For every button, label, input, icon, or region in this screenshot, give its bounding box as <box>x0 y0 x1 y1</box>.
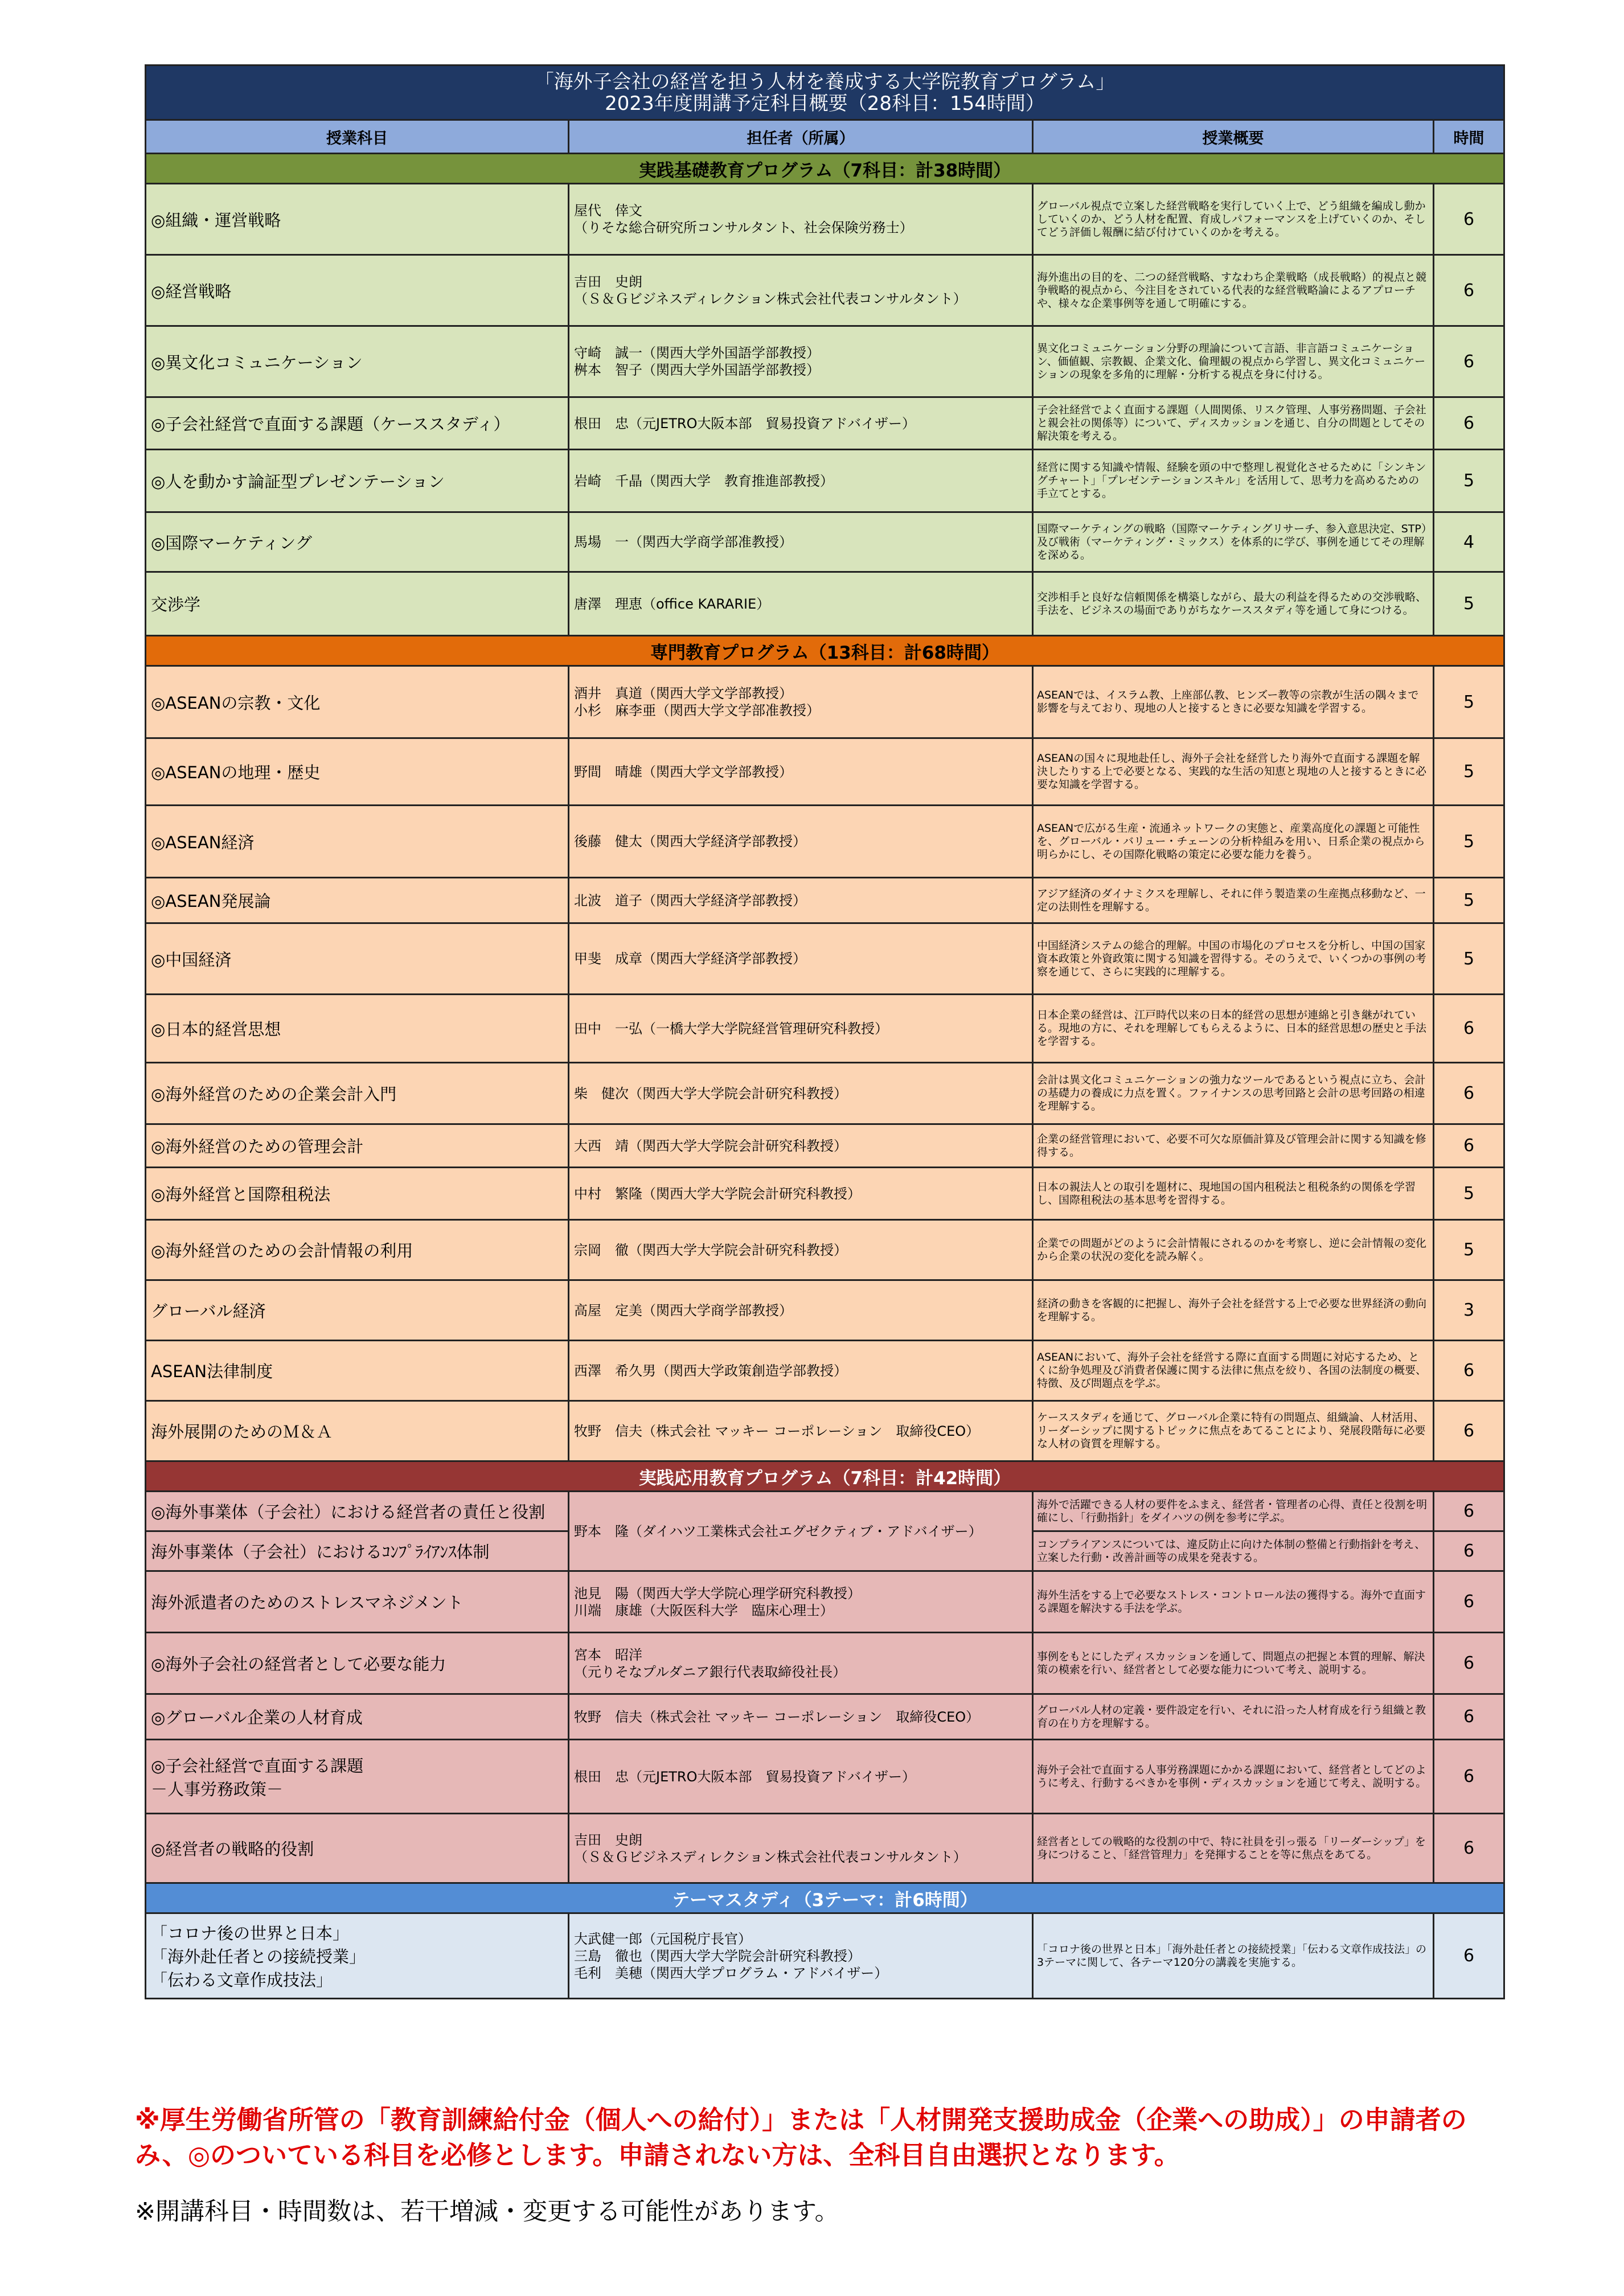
course-row <box>146 1492 1504 1531</box>
course-row <box>146 666 1504 738</box>
course-hours: 3 <box>1434 1280 1504 1341</box>
course-teacher: 根田 忠（元JETRO大阪本部 貿易投資アドバイザー） <box>569 397 1033 450</box>
course-subject: ◎海外経営のための会計情報の利用 <box>146 1220 569 1280</box>
course-hours: 6 <box>1434 1571 1504 1633</box>
course-summary: 企業での問題がどのように会計情報にされるのかを考察し、逆に会計情報の変化から企業の状況の変化を読み解く。 <box>1033 1220 1434 1280</box>
course-summary: 海外で活躍できる人材の要件をふまえ、経営者・管理者の心得、責任と役割を明確にし、「行動指針」をダイハツの例を参考に学ぶ。 <box>1033 1492 1434 1531</box>
course-hours: 5 <box>1434 738 1504 806</box>
course-subject: 海外事業体（子会社）におけるｺﾝﾌﾟﾗｲｱﾝｽ体制 <box>146 1531 569 1571</box>
course-teacher: 中村 繁隆（関西大学大学院会計研究科教授） <box>569 1168 1033 1220</box>
course-table-container <box>145 64 1503 1999</box>
course-row <box>146 1814 1504 1883</box>
course-summary: 中国経済システムの総合的理解。中国の市場化のプロセスを分析し、中国の国家資本政策と外資政策に関する知識を習得する。そのうえで、いくつかの事例の考察を通じて、さらに実践的に理解する。 <box>1033 923 1434 995</box>
course-teacher: 高屋 定美（関西大学商学部教授） <box>569 1280 1033 1341</box>
course-row <box>146 1633 1504 1694</box>
course-teacher: 大武健一郎（元国税庁長官） 三島 徹也（関西大学大学院会計研究科教授） 毛利 美穂（関西大学プログラム・アドバイザー） <box>569 1913 1033 1999</box>
course-summary: コンプライアンスについては、違反防止に向けた体制の整備と行動指針を考え、立案した行動・改善計画等の成果を発表する。 <box>1033 1531 1434 1571</box>
course-row <box>146 1401 1504 1461</box>
course-hours: 6 <box>1434 1814 1504 1883</box>
course-teacher: 唐澤 理恵（office KARARIE） <box>569 572 1033 636</box>
course-hours: 6 <box>1434 326 1504 397</box>
course-row <box>146 878 1504 923</box>
course-row <box>146 1220 1504 1280</box>
course-row <box>146 1280 1504 1341</box>
course-row <box>146 806 1504 878</box>
course-teacher: 後藤 健太（関西大学経済学部教授） <box>569 806 1033 878</box>
course-hours: 5 <box>1434 1220 1504 1280</box>
course-summary: 「コロナ後の世界と日本」「海外赴任者との接続授業」「伝わる文章作成技法」の3テーマに関して、各テーマ120分の講義を実施する。 <box>1033 1913 1434 1999</box>
course-summary: 経営者としての戦略的な役割の中で、特に社員を引っ張る「リーダーシップ」を身につけること、「経営管理力」を発揮することを等に焦点をあてる。 <box>1033 1814 1434 1883</box>
course-summary: 日本の親法人との取引を題材に、現地国の国内租税法と租税条約の関係を学習し、国際租税法の基本思考を習得する。 <box>1033 1168 1434 1220</box>
course-summary: グローバル人材の定義・要件設定を行い、それに沿った人材育成を行う組織と教育の在り方を理解する。 <box>1033 1694 1434 1740</box>
course-summary: 会計は異文化コミュニケーションの強力なツールであるという視点に立ち、会計の基礎力の養成に力点を置く。ファイナンスの思考回路と会計の思考回路の相違を理解する。 <box>1033 1063 1434 1124</box>
course-teacher: 岩崎 千晶（関西大学 教育推進部教授） <box>569 450 1033 512</box>
col-header-teacher: 担任者（所属） <box>569 120 1033 154</box>
course-subject: ◎子会社経営で直面する課題（ケーススタディ） <box>146 397 569 450</box>
course-hours: 6 <box>1434 1492 1504 1531</box>
course-summary: ASEANにおいて、海外子会社を経営する際に直面する問題に対応するため、とくに紛争処理及び消費者保護に関する法律に焦点を絞り、各国の法制度の概要、特徴、及び問題点を学ぶ。 <box>1033 1341 1434 1401</box>
course-teacher: 守崎 誠一（関西大学外国語学部教授） 桝本 智子（関西大学外国語学部教授） <box>569 326 1033 397</box>
course-subject: ◎海外経営と国際租税法 <box>146 1168 569 1220</box>
course-row <box>146 1740 1504 1814</box>
course-row <box>146 255 1504 326</box>
course-hours: 5 <box>1434 1168 1504 1220</box>
course-subject: ◎子会社経営で直面する課題 －人事労務政策－ <box>146 1740 569 1814</box>
course-summary: 国際マーケティングの戦略（国際マーケティングリサーチ、参入意思決定、STP）及び戦術（マーケティング・ミックス）を体系的に学び、事例を通じてその理解を深める。 <box>1033 512 1434 572</box>
course-hours: 6 <box>1434 255 1504 326</box>
course-subject: 海外展開のためのＭ＆Ａ <box>146 1401 569 1461</box>
course-summary: ASEANの国々に現地赴任し、海外子会社を経営したり海外で直面する課題を解決したりする上で必要となる、実践的な生活の知恵と現地の人と接するときに必要な知識を学習する。 <box>1033 738 1434 806</box>
required-course-note: ※厚生労働省所管の「教育訓練給付金（個人への給付）」または「人材開発支援助成金（企業への助成）」の申請者のみ、◎のついている科目を必修とします。申請されない方は、全科目自由選択となります。 <box>135 2105 1467 2170</box>
course-hours: 5 <box>1434 450 1504 512</box>
col-header-subject: 授業科目 <box>146 120 569 154</box>
course-hours: 6 <box>1434 1401 1504 1461</box>
course-hours: 6 <box>1434 184 1504 255</box>
section-label: 実践基礎教育プログラム（7科目：計38時間） <box>146 154 1504 184</box>
course-hours: 5 <box>1434 806 1504 878</box>
course-summary: 経営に関する知識や情報、経験を頭の中で整理し視覚化させるために「シンキングチャート」「プレゼンテーションスキル」を活用して、思考力を高めるための手立てとする。 <box>1033 450 1434 512</box>
course-hours: 6 <box>1434 397 1504 450</box>
course-subject: ◎グローバル企業の人材育成 <box>146 1694 569 1740</box>
course-subject: ◎国際マーケティング <box>146 512 569 572</box>
course-row <box>146 1124 1504 1168</box>
course-summary: 子会社経営でよく直面する課題（人間関係、リスク管理、人事労務問題、子会社と親会社の関係等）について、ディスカッションを通じ、自分の問題としてその解決策を考える。 <box>1033 397 1434 450</box>
section-label: 実践応用教育プログラム（7科目：計42時間） <box>146 1461 1504 1492</box>
course-subject: ◎経営戦略 <box>146 255 569 326</box>
course-teacher: 大西 靖（関西大学大学院会計研究科教授） <box>569 1124 1033 1168</box>
course-summary: 海外生活をする上で必要なストレス・コントロール法の獲得する。海外で直面する課題を解決する手法を学ぶ。 <box>1033 1571 1434 1633</box>
course-hours: 4 <box>1434 512 1504 572</box>
course-summary: アジア経済のダイナミクスを理解し、それに伴う製造業の生産拠点移動など、一定の法則性を理解する。 <box>1033 878 1434 923</box>
course-teacher: 田中 一弘（一橋大学大学院経営管理研究科教授） <box>569 995 1033 1063</box>
table-title <box>146 65 1504 120</box>
course-row <box>146 1694 1504 1740</box>
course-subject: ◎海外事業体（子会社）における経営者の責任と役割 <box>146 1492 569 1531</box>
course-teacher: 宮本 昭洋 （元りそなプルダニア銀行代表取締役社長） <box>569 1633 1033 1694</box>
course-row <box>146 1913 1504 1999</box>
course-hours: 6 <box>1434 995 1504 1063</box>
column-header-row <box>146 120 1504 154</box>
course-teacher: 甲斐 成章（関西大学経済学部教授） <box>569 923 1033 995</box>
col-header-summary: 授業概要 <box>1033 120 1434 154</box>
course-teacher: 野本 隆（ダイハツ工業株式会社エグゼクティブ・アドバイザー） <box>569 1492 1033 1571</box>
title-line1: 「海外子会社の経営を担う人材を養成する大学院教育プログラム」 <box>534 70 1116 93</box>
course-row <box>146 397 1504 450</box>
course-teacher: 吉田 史朗 （Ｓ＆Ｇビジネスディレクション株式会社代表コンサルタント） <box>569 1814 1033 1883</box>
course-teacher: 野間 晴雄（関西大学文学部教授） <box>569 738 1033 806</box>
course-hours: 6 <box>1434 1063 1504 1124</box>
course-summary: 海外進出の目的を、二つの経営戦略、すなわち企業戦略（成長戦略）的視点と競争戦略的視点から、今注目をされている代表的な経営戦略論によるアプローチや、様々な企業事例等を通して明確にする。 <box>1033 255 1434 326</box>
course-summary: ケーススタディを通じて、グローバル企業に特有の問題点、組織論、人材活用、リーダーシップに関するトピックに焦点をあてることにより、発展段階毎に必要な人材の資質を理解する。 <box>1033 1401 1434 1461</box>
course-hours: 5 <box>1434 666 1504 738</box>
course-summary: ASEANで広がる生産・流通ネットワークの実態と、産業高度化の課題と可能性を、グローバル・バリュー・チェーンの分析枠組みを用い、日系企業の視点から明らかにし、その国際化戦略の策定に必要な能力を養う。 <box>1033 806 1434 878</box>
course-table <box>145 64 1505 1999</box>
title-line2: 2023年度開講予定科目概要（28科目：154時間） <box>605 92 1045 115</box>
course-subject: ◎日本的経営思想 <box>146 995 569 1063</box>
section-header-practical-applied <box>146 1461 1504 1492</box>
course-row <box>146 184 1504 255</box>
course-hours: 6 <box>1434 1740 1504 1814</box>
change-notice: ※開講科目・時間数は、若干増減・変更する可能性があります。 <box>135 2198 839 2226</box>
course-subject: 「コロナ後の世界と日本」 「海外赴任者との接続授業」 「伝わる文章作成技法」 <box>146 1913 569 1999</box>
section-header-theme-study <box>146 1883 1504 1913</box>
course-hours: 6 <box>1434 1694 1504 1740</box>
course-subject: ◎海外経営のための管理会計 <box>146 1124 569 1168</box>
course-hours: 5 <box>1434 572 1504 636</box>
course-subject: ◎ASEAN発展論 <box>146 878 569 923</box>
course-subject: ◎海外経営のための企業会計入門 <box>146 1063 569 1124</box>
course-subject: ◎異文化コミュニケーション <box>146 326 569 397</box>
course-row <box>146 923 1504 995</box>
course-row <box>146 450 1504 512</box>
course-summary: ASEANでは、イスラム教、上座部仏教、ヒンズー教等の宗教が生活の隅々まで影響を与えており、現地の人と接するときに必要な知識を学習する。 <box>1033 666 1434 738</box>
course-summary: 企業の経営管理において、必要不可欠な原価計算及び管理会計に関する知識を修得する。 <box>1033 1124 1434 1168</box>
course-subject: ◎人を動かす論証型プレゼンテーション <box>146 450 569 512</box>
course-subject: ◎中国経済 <box>146 923 569 995</box>
course-summary: 経済の動きを客観的に把握し、海外子会社を経営する上で必要な世界経済の動向を理解する。 <box>1033 1280 1434 1341</box>
course-hours: 5 <box>1434 923 1504 995</box>
course-subject: ◎ASEANの地理・歴史 <box>146 738 569 806</box>
col-header-hours: 時間 <box>1434 120 1504 154</box>
course-summary: 交渉相手と良好な信頼関係を構築しながら、最大の利益を得るための交渉戦略、手法を、ビジネスの場面でありがちなケーススタディ等を通して身につける。 <box>1033 572 1434 636</box>
course-hours: 5 <box>1434 878 1504 923</box>
course-row <box>146 572 1504 636</box>
course-teacher: 根田 忠（元JETRO大阪本部 貿易投資アドバイザー） <box>569 1740 1033 1814</box>
course-hours: 6 <box>1434 1913 1504 1999</box>
course-teacher: 酒井 真道（関西大学文学部教授） 小杉 麻李亜（関西大学文学部准教授） <box>569 666 1033 738</box>
course-teacher: 馬場 一（関西大学商学部准教授） <box>569 512 1033 572</box>
course-row <box>146 512 1504 572</box>
course-subject: ◎経営者の戦略的役割 <box>146 1814 569 1883</box>
course-hours: 6 <box>1434 1633 1504 1694</box>
course-teacher: 西澤 希久男（関西大学政策創造学部教授） <box>569 1341 1033 1401</box>
course-summary: 異文化コミュニケーション分野の理論について言語、非言語コミュニケーション、価値観、宗教観、企業文化、倫理観の視点から学習し、異文化コミュニケーションの現象を多角的に理解・分析する視点を身に付ける。 <box>1033 326 1434 397</box>
course-row <box>146 1063 1504 1124</box>
course-row <box>146 1571 1504 1633</box>
course-summary: 日本企業の経営は、江戸時代以来の日本的経営の思想が連綿と引き継がれている。現地の方に、それを理解してもらえるように、日本的経営思想の歴史と手法を学習する。 <box>1033 995 1434 1063</box>
course-teacher: 池見 陽（関西大学大学院心理学研究科教授） 川端 康雄（大阪医科大学 臨床心理士） <box>569 1571 1033 1633</box>
course-subject: ◎ASEAN経済 <box>146 806 569 878</box>
course-teacher: 牧野 信夫（株式会社 マッキー コーポレーション 取締役CEO） <box>569 1694 1033 1740</box>
course-teacher: 吉田 史朗 （Ｓ＆Ｇビジネスディレクション株式会社代表コンサルタント） <box>569 255 1033 326</box>
course-teacher: 北波 道子（関西大学経済学部教授） <box>569 878 1033 923</box>
course-row <box>146 995 1504 1063</box>
course-teacher: 牧野 信夫（株式会社 マッキー コーポレーション 取締役CEO） <box>569 1401 1033 1461</box>
course-subject: ◎ASEANの宗教・文化 <box>146 666 569 738</box>
course-summary: 海外子会社で直面する人事労務課題にかかる課題において、経営者としてどのように考え、行動するべきかを事例・ディスカッションを通じて考え、説明する。 <box>1033 1740 1434 1814</box>
course-teacher: 柴 健次（関西大学大学院会計研究科教授） <box>569 1063 1033 1124</box>
course-row <box>146 1341 1504 1401</box>
course-summary: グローバル視点で立案した経営戦略を実行していく上で、どう組織を編成し動かしていくのか、どう人材を配置、育成しパフォーマンスを上げていくのか、そしてどう評価し報酬に結び付けていくのかを考える。 <box>1033 184 1434 255</box>
course-subject: 交渉学 <box>146 572 569 636</box>
course-hours: 6 <box>1434 1124 1504 1168</box>
course-subject: ◎海外子会社の経営者として必要な能力 <box>146 1633 569 1694</box>
course-subject: 海外派遣者のためのストレスマネジメント <box>146 1571 569 1633</box>
course-teacher: 屋代 倖文 （りそな総合研究所コンサルタント、社会保険労務士） <box>569 184 1033 255</box>
course-row <box>146 738 1504 806</box>
course-row <box>146 326 1504 397</box>
course-hours: 6 <box>1434 1531 1504 1571</box>
course-subject: ASEAN法律制度 <box>146 1341 569 1401</box>
sections-body <box>146 154 1504 1999</box>
course-summary: 事例をもとにしたディスカッションを通して、問題点の把握と本質的理解、解決策の模索を行い、経営者として必要な能力について考え、説明する。 <box>1033 1633 1434 1694</box>
section-label: 専門教育プログラム（13科目：計68時間） <box>146 636 1504 666</box>
section-label: テーマスタディ（3テーマ：計6時間） <box>146 1883 1504 1913</box>
course-hours: 6 <box>1434 1341 1504 1401</box>
course-row <box>146 1168 1504 1220</box>
course-teacher: 宗岡 徹（関西大学大学院会計研究科教授） <box>569 1220 1033 1280</box>
course-subject: ◎組織・運営戦略 <box>146 184 569 255</box>
section-header-practical-basic <box>146 154 1504 184</box>
course-subject: グローバル経済 <box>146 1280 569 1341</box>
section-header-specialized <box>146 636 1504 666</box>
